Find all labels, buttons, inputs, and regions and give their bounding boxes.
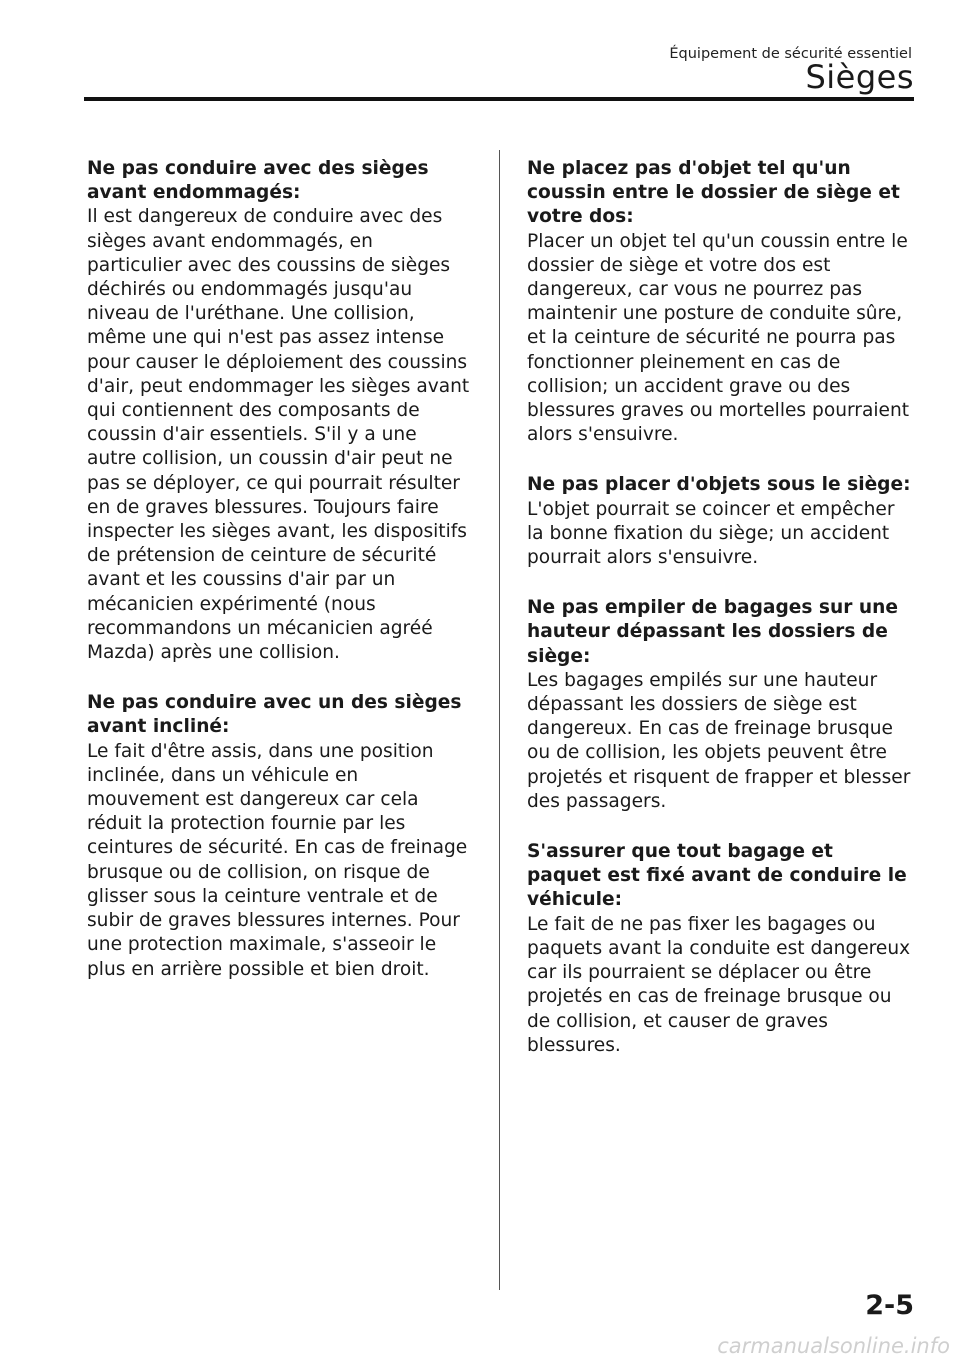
watermark: carmanualsonline.info — [717, 1334, 950, 1358]
warning-block — [87, 691, 471, 981]
warning-heading: S'assurer que tout bagage et paquet est fixé avant de conduire le véhicule: — [527, 841, 907, 911]
left-column — [87, 157, 471, 1008]
warning-block — [527, 596, 911, 814]
warning-heading: Ne pas placer d'objets sous le siège: — [527, 474, 911, 496]
warning-heading: Ne pas empiler de bagages sur une hauteur dépassant les dossiers de siège: — [527, 597, 898, 667]
warning-heading: Ne pas conduire avec des sièges avant endommagés: — [87, 158, 429, 204]
page-number: 2-5 — [865, 1290, 914, 1321]
warning-heading: Ne pas conduire avec un des sièges avant incliné: — [87, 692, 462, 738]
warning-block — [527, 473, 911, 570]
warning-heading: Ne placez pas d'objet tel qu'un coussin entre le dossier de siège et votre dos: — [527, 158, 900, 228]
warning-block — [527, 840, 911, 1058]
warning-text: Les bagages empilés sur une hauteur dépassant les dossiers de siège est dangereux. En cas de freinage brusque ou de collision, les objets peuvent être projetés et risquent de frapper et blesser des passagers. — [527, 669, 911, 812]
warning-block — [87, 157, 471, 665]
header-rule — [84, 97, 914, 101]
warning-text: Placer un objet tel qu'un coussin entre le dossier de siège et votre dos est dangereux, car vous ne pourrez pas maintenir une posture de conduite sûre, et la ceinture de sécurité ne pourra pas fonctionner pleinement en cas de collision; un accident grave ou des blessures graves ou mortelles pourraient alors s'ensuivre. — [527, 230, 910, 446]
warning-text: Le fait d'être assis, dans une position inclinée, dans un véhicule en mouvement est dangereux car cela réduit la protection fournie par les ceintures de sécurité. En cas de freinage brusque ou de collision, on risque de glisser sous la ceinture ventrale et de subir de graves blessures internes. Pour une protection maximale, s'asseoir le plus en arrière possible et bien droit. — [87, 740, 468, 980]
warning-text: Le fait de ne pas fixer les bagages ou paquets avant la conduite est dangereux car ils pourraient se déplacer ou être projetés en cas de freinage brusque ou de collision, et causer de graves blessures. — [527, 913, 911, 1056]
warning-text: L'objet pourrait se coincer et empêcher la bonne fixation du siège; un accident pourrait alors s'ensuivre. — [527, 498, 895, 569]
page-title: Sièges — [805, 58, 914, 96]
right-column — [527, 157, 911, 1084]
section-label: Équipement de sécurité essentiel — [669, 46, 912, 62]
warning-block — [527, 157, 911, 447]
warning-text: Il est dangereux de conduire avec des sièges avant endommagés, en particulier avec des coussins de sièges déchirés ou endommagés jusqu'au niveau de l'uréthane. Une collision, même une qui n'est pas assez intense pour causer le déploiement des coussins d'air, peut endommager les sièges avant qui contiennent des composants de coussin d'air essentiels. S'il y a une autre collision, un coussin d'air peut ne pas se déployer, ce qui pourrait résulter en de graves blessures. Toujours faire inspecter les sièges avant, les dispositifs de prétension de ceinture de sécurité avant et les coussins d'air par un mécanicien expérimenté (nous recommandons un mécanicien agréé Mazda) après une collision. — [87, 206, 470, 664]
column-divider — [499, 150, 500, 1290]
